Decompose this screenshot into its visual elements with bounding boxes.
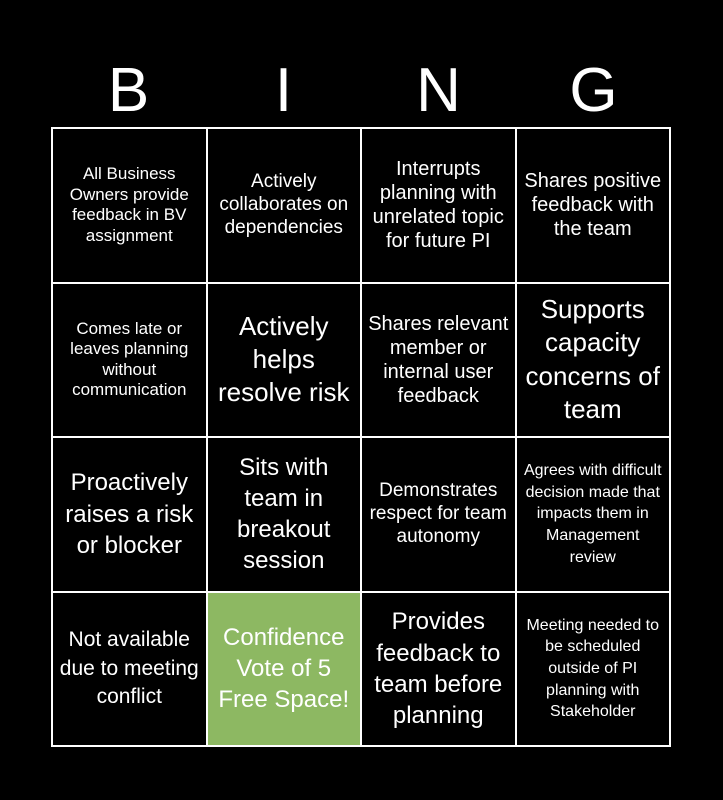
bingo-header bbox=[51, 55, 671, 127]
bingo-card bbox=[51, 127, 671, 747]
header-letter-i: I bbox=[274, 56, 293, 125]
bingo-cell-text: Meeting needed to be scheduled outside of PI planning with Stakeholder bbox=[526, 616, 660, 721]
bingo-cell-text: Interrupts planning with unrelated topic for future PI bbox=[372, 158, 504, 253]
bingo-cell-text: Actively helps resolve risk bbox=[218, 310, 350, 408]
bingo-cell-text: Not available due to meeting conflict bbox=[59, 628, 199, 708]
bingo-cell[interactable] bbox=[516, 437, 671, 592]
bingo-cell[interactable] bbox=[361, 437, 516, 592]
header-letter-b: B bbox=[107, 56, 150, 125]
bingo-cell-text: Sits with team in breakout session bbox=[237, 453, 331, 575]
bingo-cell[interactable] bbox=[516, 283, 671, 438]
bingo-cell-text: Agrees with difficult decision made that impacts them in Management review bbox=[523, 462, 662, 566]
bingo-cell[interactable] bbox=[52, 592, 207, 747]
free-space-text: Confidence Vote of 5 Free Space! bbox=[218, 623, 350, 714]
bingo-cell-text: Demonstrates respect for team autonomy bbox=[369, 480, 507, 547]
bingo-cell-text: Shares relevant member or internal user feedback bbox=[368, 312, 509, 407]
bingo-cell[interactable] bbox=[207, 128, 362, 283]
bingo-cell[interactable] bbox=[52, 437, 207, 592]
header-letter-g: G bbox=[569, 56, 618, 125]
bingo-cell-text: Proactively raises a risk or blocker bbox=[65, 469, 194, 559]
bingo-cell[interactable] bbox=[361, 592, 516, 747]
bingo-cell-text: All Business Owners provide feedback in BV assignment bbox=[69, 164, 189, 245]
bingo-cell-text: Provides feedback to team before planning bbox=[374, 608, 503, 729]
bingo-cell[interactable] bbox=[52, 283, 207, 438]
free-space-cell[interactable] bbox=[207, 592, 362, 747]
bingo-cell[interactable] bbox=[516, 592, 671, 747]
bingo-cell-text: Shares positive feedback with the team bbox=[524, 170, 662, 241]
bingo-cell[interactable] bbox=[207, 283, 362, 438]
bingo-cell-text: Actively collaborates on dependencies bbox=[219, 171, 349, 238]
header-letter-n: N bbox=[416, 56, 461, 125]
bingo-cell[interactable] bbox=[361, 283, 516, 438]
bingo-cell[interactable] bbox=[207, 437, 362, 592]
bingo-cell-text: Supports capacity concerns of team bbox=[525, 294, 660, 425]
bingo-cell-text: Comes late or leaves planning without communication bbox=[70, 318, 189, 400]
bingo-cell[interactable] bbox=[361, 128, 516, 283]
bingo-cell[interactable] bbox=[52, 128, 207, 283]
bingo-cell[interactable] bbox=[516, 128, 671, 283]
